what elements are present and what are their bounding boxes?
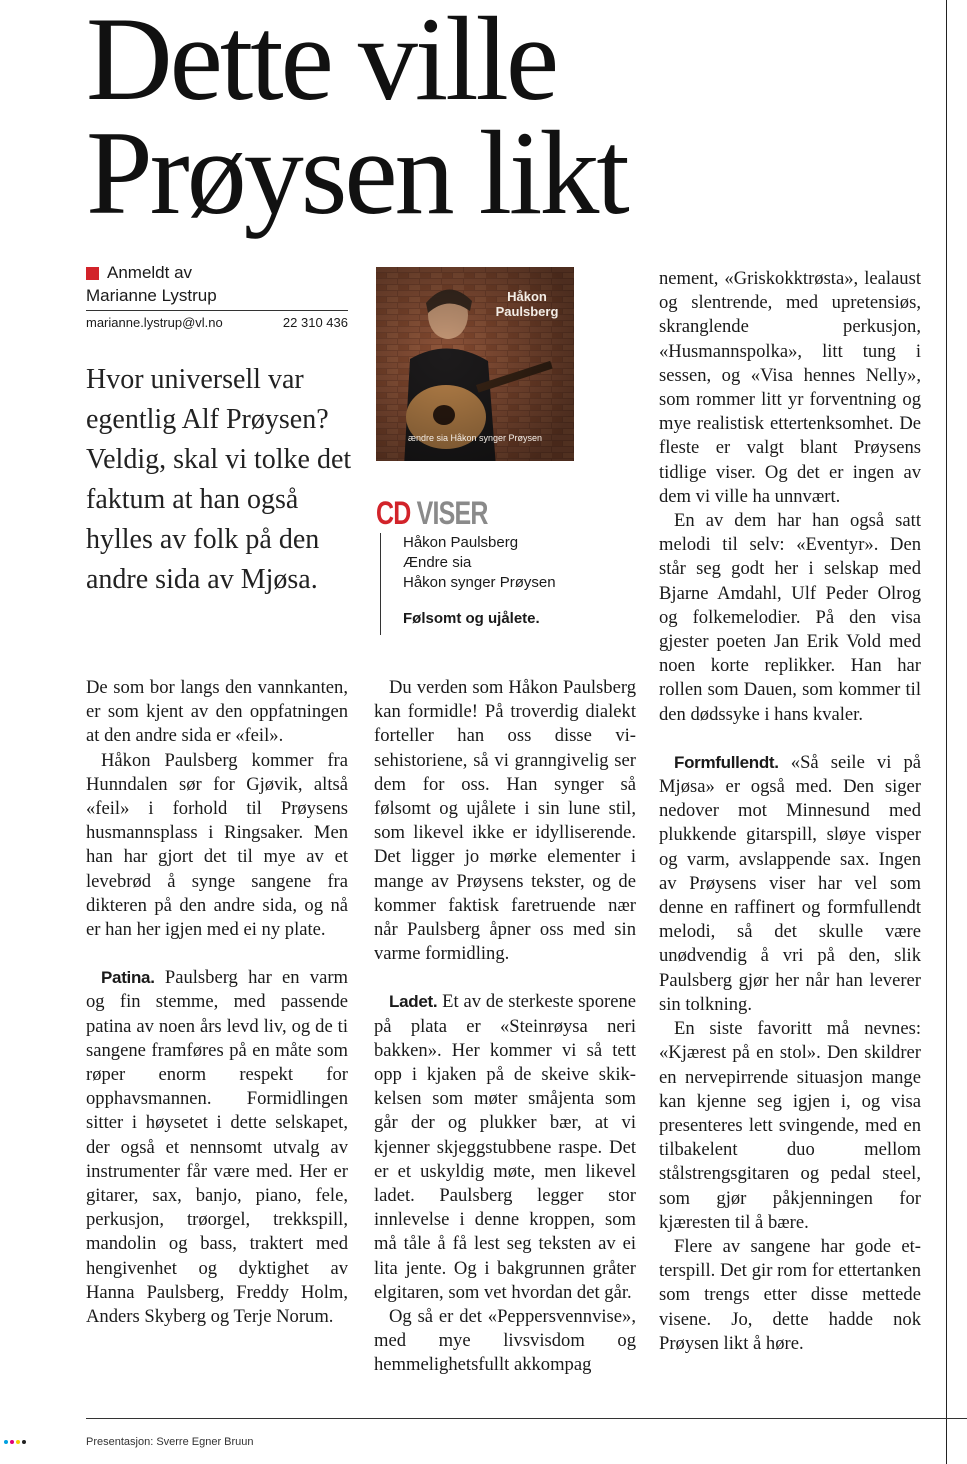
paragraph: Flere av sangene har gode etterspill. Det gir rom for ettertanken som trengs etter disse mettede visene. Jo, dette hadde nok Prøysen likt å høre.: [659, 1235, 921, 1354]
cd-album: Ændre sia: [403, 554, 472, 571]
paragraph: Du verden som Håkon Paulsberg kan formidle! På troverdig dialekt forteller han oss disse visehistoriene, så vi granngivelig ser dem for oss. Han synger så følsomt og ujålete i sin lune stil, som likevel ikke er idylliserende. Det ligger jo mørke elementer i mange av Prøysens tekster, og de kommer faktisk faretruende nær når Paulsberg åpner oss med sin varme formidling.: [374, 677, 636, 965]
column-3: [659, 267, 921, 1356]
paragraph: Og så er det «Peppersvennvise», med mye livsvisdom og hemmelighetsfullt akkompag: [374, 1306, 636, 1376]
paragraph: En av dem har han også satt melodi til selv: «Eventyr». Den står seg godt her i selskap med Bjarne Amdahl, Ulf Peder Olrog og folkemelodier. På den visa gjester poeten Jan Erik Vold med noen korte replikker. Han har rollen som Dauen, som kommer til den dødssyke i hans kvaler.: [659, 510, 921, 725]
cd-label: CD VISER: [376, 495, 488, 531]
right-column-rule: [946, 0, 947, 1464]
color-registration-dots: [4, 1440, 26, 1444]
footer-divider: [86, 1418, 967, 1419]
reviewer-name: Marianne Lystrup: [86, 286, 217, 305]
column-1: [86, 676, 348, 1329]
cover-subtitle: ændre sia Håkon synger Prøysen: [407, 433, 543, 443]
headline-line-1: Dette ville: [86, 0, 557, 125]
cd-album-sub: Håkon synger Prøysen: [403, 574, 556, 591]
reviewer-phone: 22 310 436: [282, 315, 348, 330]
red-square-icon: [86, 267, 99, 280]
paragraph: De som bor langs den vannkanten, er som kjent av den oppfatningen at den andre sida er «feil».: [86, 677, 348, 747]
headline-line-2: Prøysen likt: [86, 106, 627, 239]
byline: [86, 262, 348, 330]
paragraph: En siste favoritt må nevnes: «Kjærest på en stol». Den skildrer en nervepirrende situasjon mange kan kjenne seg igjen i, og visa presenteres lett svingende, med en tilbakelent duo mellom stålstrengsgitaren og pedal steel, som gjør påkjenningen for kjæresten til å bære.: [659, 1018, 921, 1233]
paragraph: Patina. Paulsberg har en varm og fin stemme, med passende patina av noen års levd liv, og de ti sangene framføres på en måte som røper enorm respekt for opphavsmannen. Formidlingen sitter i høysetet i dette selskapet, der også et nennsomt utvalg av instrumenter får være med. Her er gitarer, sax, banjo, piano, fele, perkusjon, trøorgel, trekkspill, mandolin og bass, traktert med hengivenhet og dyktighet av Hanna Paulsberg, Freddy Holm, Anders Skyberg og Terje Norum.: [86, 967, 348, 1328]
paragraph: Formfullendt. «Så seile vi på Mjøsa» er også med. Den siger nedover mot Minnesund med plukkende gitarspill, sløye visper og varm, avslappende sax. Ingen av Prøysens viser har vel som denne en raffinert og formfullendt melodi, så det skulle være unødvendig å vri på den, slik Paulsberg gjør her når han leverer sin tolkning.: [659, 751, 921, 1015]
cd-verdict: Følsomt og ujålete.: [403, 610, 540, 627]
headline: [86, 0, 936, 239]
cd-artist: Håkon Paulsberg: [403, 534, 519, 551]
cover-artist-name: Håkon Paulsberg: [495, 289, 559, 319]
column-2: [374, 676, 636, 1378]
lead-in: Ladet.: [389, 992, 438, 1012]
paragraph: Håkon Paulsberg kommer fra Hunndalen sør for Gjøvik, altså «feil» i forhold til Prøysens husmannsplass i Ringsaker. Men han har gjort det til mye av et levebrød å synge sangene fra dikteren på den andre sida, og nå er han her igjen med ei ny plate.: [86, 749, 348, 941]
reviewer-email[interactable]: marianne.lystrup@vl.no: [86, 315, 223, 330]
presentation-credit: Presentasjon: Sverre Egner Bruun: [86, 1436, 254, 1448]
ingress: Hvor universell var egentlig Alf Prøysen? Veldig, skal vi tolke det faktum at han også hylles av folk på den andre sida av Mjøsa.: [86, 364, 352, 595]
album-cover: [376, 267, 574, 461]
lead-in: Patina.: [101, 968, 155, 988]
cd-fact-box: [376, 495, 616, 635]
byline-label: Anmeldt av: [107, 263, 193, 282]
paragraph: Ladet. Et av de sterkeste sporene på plata er «Steinrøysa neri bakken». Her kommer vi så tett opp i kjaken på de skeive skikkelsen som møter småjenta som går der og plukker bær, at vi kjenner skjeggstubbene raspe. Det er et uskyldig møte, men likevel ladet. Paulsberg legger stor innlevelse i denne kroppen, som må tåle å få lest seg teksten av ei lita jente. Og i bakgrunnen gråter elgitaren, som vet hvordan det går.: [374, 991, 636, 1303]
lead-in: Formfullendt.: [674, 752, 779, 772]
paragraph: nement, «Griskokktrøsta», lealaust og slentrende, med upretensiøs, skranglende perkusjon, «Husmannspolka», litt tung i sessen, og «Visa hennes Nelly», som rommer litt yr forventning og mye realistisk ettertenksomhet. De fleste er valgt blant Prøysens tidlige viser. Og det er ingen av dem vi ville ha unnvært.: [659, 268, 921, 507]
byline-divider: [86, 310, 348, 311]
